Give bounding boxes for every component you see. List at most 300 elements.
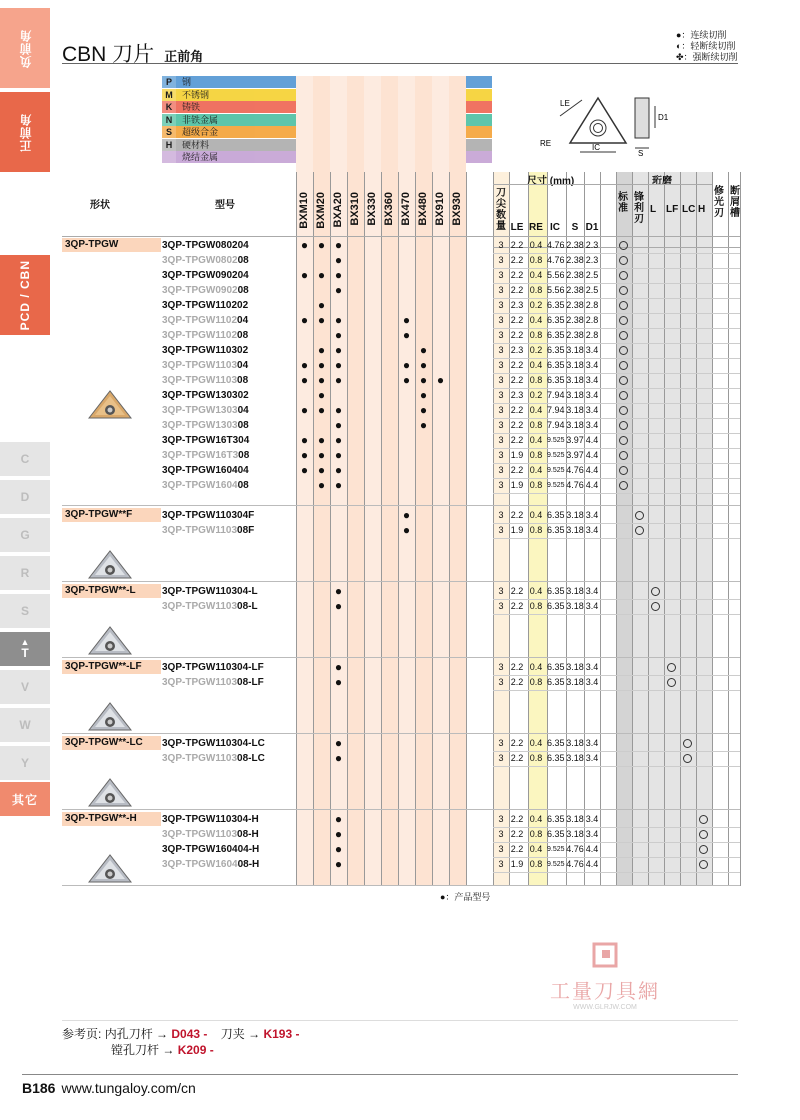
dim-value: 5.56 [547,270,565,280]
dim-value: 3 [498,420,504,430]
model-3qp-tpgw160408[interactable]: 3QP-TPGW160408 [162,480,249,491]
dim-value: 3.18 [566,420,584,430]
dim-value: 2.2 [510,510,524,520]
side-tab-y[interactable]: Y [0,746,50,782]
dim-value: 3 [498,405,504,415]
dim-value: 3.4 [585,814,599,824]
grade-dot: ● [402,523,411,537]
material-code: H [162,139,176,151]
dim-value: 3.4 [585,405,599,415]
grade-dot: ● [419,343,428,357]
side-tab-positive[interactable]: 正前角 [0,92,50,172]
dim-value: 3 [498,844,504,854]
model-3qp-tpgw110304-lc[interactable]: 3QP-TPGW110304-LC [162,738,265,749]
page-number: B186 [22,1080,56,1096]
dim-value: 3.4 [585,738,599,748]
side-tab-s[interactable]: S [0,594,50,630]
dim-value: 0.8 [529,255,543,265]
model-3qp-tpgw090208[interactable]: 3QP-TPGW090208 [162,285,249,296]
group-label: 3QP-TPGW**-L [62,584,161,598]
group-label: 3QP-TPGW [62,238,161,252]
dim-value: 3 [498,450,504,460]
dim-value: 3 [498,435,504,445]
dim-value: 3.18 [566,829,584,839]
header-shape: 形状 [90,200,110,211]
side-tab-r[interactable]: R [0,556,50,592]
model-3qp-tpgw110304[interactable]: 3QP-TPGW110304 [162,360,249,371]
header-honing-3: LF [666,204,679,215]
honing-mark [619,436,628,445]
dim-value: 0.4 [529,844,543,854]
dim-value: 3 [498,390,504,400]
dim-value: 3.18 [566,662,584,672]
grade-bx910: BX910 [434,192,446,226]
grade-dot: ● [317,268,326,282]
model-3qp-tpgw110308-lc[interactable]: 3QP-TPGW110308-LC [162,753,265,764]
grade-dot: ● [334,478,343,492]
model-3qp-tpgw110308-lf[interactable]: 3QP-TPGW110308-LF [162,677,264,688]
material-code: P [162,76,176,88]
dim-value: 4.4 [585,480,599,490]
dim-value: 3 [498,375,504,385]
dim-value: 2.2 [510,255,524,265]
grade-dot: ● [334,433,343,447]
dim-value: 3 [498,270,504,280]
grade-dot: ● [402,508,411,522]
dim-value: 7.94 [547,390,565,400]
dim-value: 3.18 [566,677,584,687]
grade-dot: ● [317,403,326,417]
dim-value: 3.18 [566,375,584,385]
model-3qp-tpgw090204[interactable]: 3QP-TPGW090204 [162,270,249,281]
dim-value: 2.38 [566,240,584,250]
grade-dot: ● [300,448,309,462]
group-label: 3QP-TPGW**-LF [62,660,161,674]
note-product: ●：产品型号 [440,892,491,902]
dim-value: 3 [498,829,504,839]
grade-dot: ● [300,268,309,282]
model-3qp-tpgw16t308[interactable]: 3QP-TPGW16T308 [162,450,250,461]
grade-bxa20: BXA20 [332,192,344,228]
grade-dot: ● [334,584,343,598]
dim-value: 2.2 [510,753,524,763]
grade-dot: ● [402,358,411,372]
grade-bx330: BX330 [366,192,378,226]
grade-dot: ● [300,433,309,447]
grade-dot: ● [334,812,343,826]
dim-value: 6.35 [547,738,565,748]
grade-bx930: BX930 [451,192,463,226]
model-3qp-tpgw130308[interactable]: 3QP-TPGW130308 [162,420,249,431]
dim-value: 9.525 [547,846,565,853]
grade-dot: ● [334,675,343,689]
grade-dot: ● [334,373,343,387]
dim-value: 2.2 [510,285,524,295]
model-3qp-tpgw110304-h[interactable]: 3QP-TPGW110304-H [162,814,259,825]
dim-value: 6.35 [547,330,565,340]
dim-value: 6.35 [547,601,565,611]
legend [676,30,738,63]
model-3qp-tpgw110308-l[interactable]: 3QP-TPGW110308-L [162,601,258,612]
dim-value: 3 [498,601,504,611]
legend-light-interrupted: ◐：轻断续切削 [676,41,736,51]
dim-value: 6.35 [547,375,565,385]
grade-dot: ● [317,448,326,462]
grade-dot: ● [334,751,343,765]
dim-value: 3 [498,814,504,824]
side-tab-v[interactable]: V [0,670,50,706]
group-label: 3QP-TPGW**-H [62,812,161,826]
honing-mark [619,301,628,310]
grade-dot: ● [419,388,428,402]
dim-value: 0.8 [529,285,543,295]
dim-value: 3.4 [585,345,599,355]
dim-value: 6.35 [547,345,565,355]
dim-value: 3.18 [566,360,584,370]
dim-value: 3.18 [566,814,584,824]
grade-dot: ● [334,283,343,297]
grade-bx360: BX360 [383,192,395,226]
dim-value: 0.4 [529,270,543,280]
dim-value: 3.18 [566,405,584,415]
honing-mark [699,845,708,854]
ref-link-k209[interactable]: K209 - [177,1043,214,1057]
dim-value: 3 [498,315,504,325]
material-name: 烧结金属 [182,152,219,162]
model-3qp-tpgw110308f[interactable]: 3QP-TPGW110308F [162,525,255,536]
model-3qp-tpgw110308[interactable]: 3QP-TPGW110308 [162,375,249,386]
legend-heavy-interrupted: ✤：强断续切削 [676,52,738,62]
dim-value: 3.18 [566,753,584,763]
dim-value: 1.9 [510,525,524,535]
watermark-logo-icon [590,940,620,970]
legend-continuous: ●：连续切削 [676,30,727,40]
dim-value: 2.2 [510,375,524,385]
grade-dot: ● [334,448,343,462]
honing-mark [699,860,708,869]
honing-mark [619,286,628,295]
dim-value: 0.8 [529,859,543,869]
honing-mark [619,451,628,460]
honing-mark [683,754,692,763]
side-tab-negative[interactable]: 负前角 [0,8,50,88]
dim-value: 3.18 [566,390,584,400]
dim-value: 0.8 [529,375,543,385]
dim-value: 1.9 [510,480,524,490]
grade-dot: ● [334,313,343,327]
honing-mark [667,663,676,672]
diagram-re-label: RE [540,139,552,148]
dim-value: 2.8 [585,300,599,310]
dim-value: 2.5 [585,270,599,280]
model-3qp-tpgw160404-h[interactable]: 3QP-TPGW160404-H [162,844,260,855]
dim-value: 3.18 [566,738,584,748]
honing-mark [683,739,692,748]
material-code: M [162,89,176,101]
side-tab-t[interactable]: ▲ T [0,632,50,668]
dim-value: 3.18 [566,586,584,596]
header-honing-5: H [698,204,706,215]
ref-link-d043[interactable]: D043 - [171,1027,208,1041]
dim-value: 2.38 [566,270,584,280]
dim-value: 0.2 [529,345,543,355]
dim-value: 2.5 [585,285,599,295]
dim-value: 3 [498,285,504,295]
dim-value: 2.2 [510,435,524,445]
header-breaker: 断屑槽 [730,186,740,219]
model-3qp-tpgw110302[interactable]: 3QP-TPGW110302 [162,345,249,356]
dim-value: 2.2 [510,240,524,250]
dim-value: 0.4 [529,405,543,415]
model-3qp-tpgw16t304[interactable]: 3QP-TPGW16T304 [162,435,250,446]
dim-value: 4.4 [585,859,599,869]
footer [22,1080,196,1096]
model-3qp-tpgw160404[interactable]: 3QP-TPGW160404 [162,465,249,476]
dim-value: 4.76 [547,240,565,250]
grade-dot: ● [334,268,343,282]
dim-value: 2.38 [566,330,584,340]
dim-value: 2.2 [510,465,524,475]
dim-value: 3.18 [566,525,584,535]
header-honing: 珩磨 [652,176,672,187]
grade-dot: ● [317,238,326,252]
grade-dot: ● [419,358,428,372]
dim-value: 0.4 [529,510,543,520]
grade-dot: ● [334,343,343,357]
grade-dot: ● [300,313,309,327]
dim-value: 2.2 [510,360,524,370]
header-dimensions: 尺寸 (mm) [527,176,575,187]
grade-bxm10: BXM10 [298,192,310,229]
model-3qp-tpgw110202[interactable]: 3QP-TPGW110202 [162,300,249,311]
dim-value: 6.35 [547,662,565,672]
dim-value: 6.35 [547,586,565,596]
grade-dot: ● [402,328,411,342]
dim-value: 6.35 [547,829,565,839]
model-3qp-tpgw110304f[interactable]: 3QP-TPGW110304F [162,510,255,521]
dim-value: 9.525 [547,437,565,444]
honing-mark [619,256,628,265]
dim-value: 2.38 [566,300,584,310]
honing-mark [635,526,644,535]
dim-value: 3.18 [566,601,584,611]
dim-value: 3 [498,738,504,748]
grade-bx480: BX480 [417,192,429,226]
dim-value: 6.35 [547,753,565,763]
grade-dot: ● [334,463,343,477]
dim-value: 3.4 [585,662,599,672]
grade-dot: ● [436,373,445,387]
material-code: S [162,126,176,138]
insert-dimension-diagram [530,88,680,158]
diagram-d1-label: D1 [658,113,669,122]
material-code: N [162,114,176,126]
header-honing-0: 标准 [618,192,628,214]
dim-value: 9.525 [547,482,565,489]
model-3qp-tpgw160408-h[interactable]: 3QP-TPGW160408-H [162,859,260,870]
dim-value: 3.4 [585,510,599,520]
honing-mark [619,331,628,340]
grade-dot: ● [317,478,326,492]
grade-dot: ● [334,253,343,267]
dim-value: 3 [498,677,504,687]
header-model: 型号 [215,200,235,211]
dim-value: 3 [498,662,504,672]
dim-value: 0.8 [529,450,543,460]
side-tab-c[interactable]: C [0,442,50,478]
dim-value: 0.8 [529,829,543,839]
dim-value: 2.3 [510,390,524,400]
honing-mark [619,481,628,490]
diagram-s-label: S [638,149,644,158]
watermark: 工量刀具網 WWW.GLRJW.COM [540,940,670,1011]
side-tab-d[interactable]: D [0,480,50,516]
dim-value: 3 [498,859,504,869]
material-name: 不锈钢 [182,89,210,100]
honing-mark [651,602,660,611]
header-dim-d1: D1 [585,222,599,233]
dim-value: 0.8 [529,420,543,430]
grade-dot: ● [334,842,343,856]
dim-value: 0.4 [529,240,543,250]
grade-dot: ● [334,599,343,613]
dim-value: 2.3 [585,255,599,265]
dim-value: 3.4 [585,829,599,839]
dim-value: 2.3 [585,240,599,250]
side-tab-g[interactable]: G [0,518,50,554]
dim-value: 3.4 [585,525,599,535]
grade-dot: ● [334,736,343,750]
dim-value: 2.8 [585,315,599,325]
reference-pages: 参考页: 内孔刀杆 → D043 - 刀夹 → K193 - 镗孔刀杆 → K209 - [62,1027,300,1057]
material-name: 铸铁 [182,102,201,112]
insert-image [85,388,135,427]
grade-dot: ● [317,388,326,402]
dim-value: 2.2 [510,738,524,748]
dim-value: 9.525 [547,861,565,868]
honing-mark [619,421,628,430]
honing-mark [619,376,628,385]
dim-value: 9.525 [547,452,565,459]
material-name: 超级合金 [182,127,219,137]
grade-dot: ● [317,298,326,312]
dim-value: 6.35 [547,360,565,370]
model-3qp-tpgw110204[interactable]: 3QP-TPGW110204 [162,315,249,326]
dim-value: 3.4 [585,420,599,430]
group-label: 3QP-TPGW**-LC [62,736,161,750]
grade-dot: ● [300,238,309,252]
honing-mark [619,241,628,250]
dim-value: 6.35 [547,510,565,520]
dim-value: 0.4 [529,315,543,325]
dim-value: 3 [498,753,504,763]
dim-value: 2.2 [510,677,524,687]
dim-value: 2.38 [566,315,584,325]
dim-value: 7.94 [547,420,565,430]
model-3qp-tpgw110308-h[interactable]: 3QP-TPGW110308-H [162,829,259,840]
website-link[interactable]: www.tungaloy.com/cn [61,1080,196,1096]
honing-mark [667,678,676,687]
triangle-icon: ▲ [20,637,30,647]
header-honing-1: 锋利刃 [634,192,644,225]
dim-value: 2.8 [585,330,599,340]
side-tab-pcd-cbn[interactable]: PCD / CBN [0,255,50,335]
honing-mark [619,406,628,415]
grade-dot: ● [334,403,343,417]
dim-value: 3 [498,345,504,355]
grade-dot: ● [334,660,343,674]
dim-value: 1.9 [510,450,524,460]
side-tab-w[interactable]: W [0,708,50,744]
dim-value: 1.9 [510,859,524,869]
dim-value: 6.35 [547,677,565,687]
grade-dot: ● [300,358,309,372]
dim-value: 3 [498,525,504,535]
model-3qp-tpgw080208[interactable]: 3QP-TPGW080208 [162,255,249,266]
side-tab-other[interactable]: 其它 [0,782,50,816]
dim-value: 2.2 [510,315,524,325]
dim-value: 3 [498,586,504,596]
model-3qp-tpgw080204[interactable]: 3QP-TPGW080204 [162,240,249,251]
dim-value: 2.2 [510,662,524,672]
header-dim-ic: IC [550,222,560,233]
ref-link-k193[interactable]: K193 - [263,1027,300,1041]
model-3qp-tpgw110304-l[interactable]: 3QP-TPGW110304-L [162,586,258,597]
dim-value: 0.4 [529,814,543,824]
dim-value: 2.2 [510,586,524,596]
header-edges: 刀尖数量 [496,188,506,232]
dim-value: 2.2 [510,814,524,824]
dim-value: 3.4 [585,753,599,763]
dim-value: 0.8 [529,525,543,535]
model-3qp-tpgw130302[interactable]: 3QP-TPGW130302 [162,390,249,401]
model-3qp-tpgw110304-lf[interactable]: 3QP-TPGW110304-LF [162,662,264,673]
diagram-le-label: LE [560,99,570,108]
grade-dot: ● [419,418,428,432]
material-code: K [162,101,176,113]
grade-dot: ● [300,463,309,477]
grade-dot: ● [334,328,343,342]
honing-mark [619,346,628,355]
model-3qp-tpgw130304[interactable]: 3QP-TPGW130304 [162,405,249,416]
dim-value: 2.3 [510,300,524,310]
dim-value: 3 [498,465,504,475]
header-honing-2: L [650,204,657,215]
dim-value: 0.4 [529,586,543,596]
dim-value: 6.35 [547,814,565,824]
dim-value: 0.8 [529,677,543,687]
dim-value: 2.2 [510,829,524,839]
grade-dot: ● [334,827,343,841]
grade-bx310: BX310 [349,192,361,226]
grade-dot: ● [317,463,326,477]
dim-value: 3.4 [585,677,599,687]
model-3qp-tpgw110208[interactable]: 3QP-TPGW110208 [162,330,249,341]
grade-dot: ● [419,403,428,417]
dim-value: 3 [498,240,504,250]
dim-value: 3.97 [566,450,584,460]
honing-mark [635,511,644,520]
header-dim-s: S [571,222,579,233]
grade-dot: ● [300,373,309,387]
dim-value: 2.2 [510,420,524,430]
dim-value: 2.2 [510,405,524,415]
dim-value: 2.38 [566,255,584,265]
dim-value: 0.2 [529,300,543,310]
dim-value: 4.4 [585,844,599,854]
dim-value: 2.2 [510,844,524,854]
dim-value: 0.8 [529,480,543,490]
